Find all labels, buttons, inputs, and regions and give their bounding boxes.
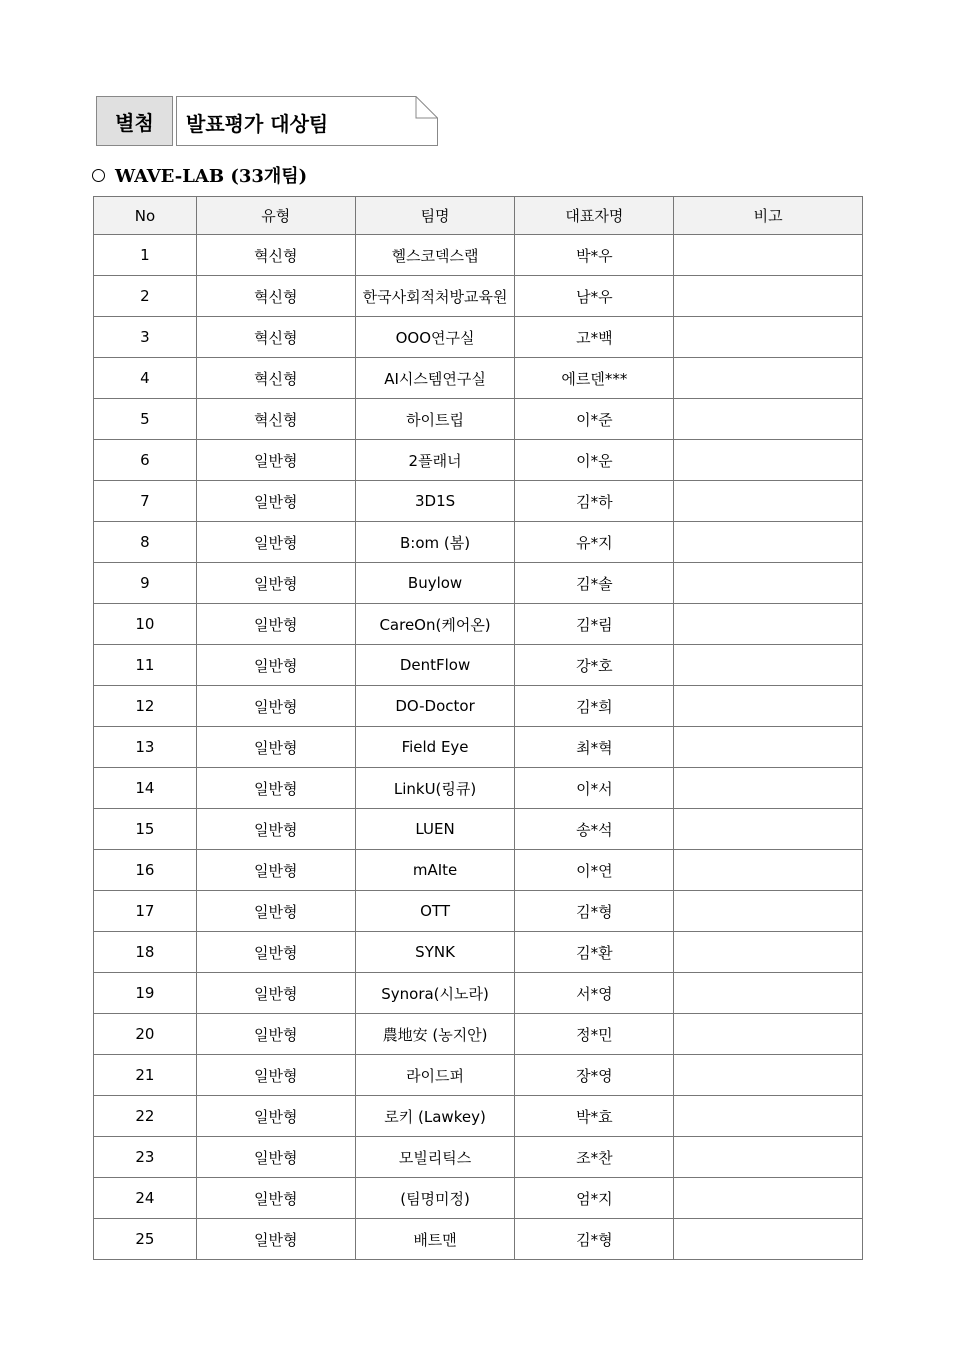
cell-remarks bbox=[674, 440, 863, 481]
table-row bbox=[94, 1178, 863, 1219]
table-row bbox=[94, 358, 863, 399]
table-row bbox=[94, 850, 863, 891]
cell-representative: 김*환 bbox=[515, 932, 674, 973]
cell-no: 12 bbox=[94, 686, 197, 727]
table-row bbox=[94, 481, 863, 522]
cell-no: 16 bbox=[94, 850, 197, 891]
cell-type: 일반형 bbox=[196, 481, 355, 522]
table-row bbox=[94, 809, 863, 850]
cell-team-name: mAIte bbox=[355, 850, 515, 891]
cell-team-name: 헬스코덱스랩 bbox=[355, 235, 515, 276]
cell-team-name: 한국사회적처방교육원 bbox=[355, 276, 515, 317]
cell-type: 일반형 bbox=[196, 522, 355, 563]
cell-no: 7 bbox=[94, 481, 197, 522]
cell-no: 9 bbox=[94, 563, 197, 604]
cell-no: 20 bbox=[94, 1014, 197, 1055]
cell-representative: 엄*지 bbox=[515, 1178, 674, 1219]
cell-representative: 서*영 bbox=[515, 973, 674, 1014]
cell-no: 22 bbox=[94, 1096, 197, 1137]
cell-no: 3 bbox=[94, 317, 197, 358]
cell-type: 일반형 bbox=[196, 850, 355, 891]
table-body bbox=[94, 235, 863, 1260]
cell-representative: 김*하 bbox=[515, 481, 674, 522]
table-row bbox=[94, 1137, 863, 1178]
cell-remarks bbox=[674, 1178, 863, 1219]
cell-team-name: 모빌리틱스 bbox=[355, 1137, 515, 1178]
cell-type: 일반형 bbox=[196, 1219, 355, 1260]
cell-type: 일반형 bbox=[196, 727, 355, 768]
cell-no: 2 bbox=[94, 276, 197, 317]
cell-remarks bbox=[674, 1014, 863, 1055]
cell-team-name: 2플래너 bbox=[355, 440, 515, 481]
cell-type: 일반형 bbox=[196, 973, 355, 1014]
section-heading-text: WAVE-LAB (33개팀) bbox=[115, 166, 308, 187]
attachment-badge-label: 별첨 bbox=[115, 110, 154, 135]
cell-type: 일반형 bbox=[196, 1096, 355, 1137]
cell-remarks bbox=[674, 604, 863, 645]
cell-no: 21 bbox=[94, 1055, 197, 1096]
cell-representative: 이*운 bbox=[515, 440, 674, 481]
cell-remarks bbox=[674, 686, 863, 727]
cell-team-name: LUEN bbox=[355, 809, 515, 850]
table-row bbox=[94, 686, 863, 727]
cell-type: 일반형 bbox=[196, 809, 355, 850]
cell-representative: 이*서 bbox=[515, 768, 674, 809]
column-header-remarks: 비고 bbox=[674, 197, 863, 235]
table-row bbox=[94, 604, 863, 645]
table-row bbox=[94, 768, 863, 809]
cell-representative: 송*석 bbox=[515, 809, 674, 850]
column-header-type: 유형 bbox=[196, 197, 355, 235]
table-row bbox=[94, 645, 863, 686]
cell-no: 11 bbox=[94, 645, 197, 686]
cell-team-name: DO-Doctor bbox=[355, 686, 515, 727]
cell-remarks bbox=[674, 809, 863, 850]
table-row bbox=[94, 932, 863, 973]
cell-representative: 김*솔 bbox=[515, 563, 674, 604]
cell-type: 일반형 bbox=[196, 1137, 355, 1178]
table-row bbox=[94, 891, 863, 932]
cell-team-name: (팀명미정) bbox=[355, 1178, 515, 1219]
cell-representative: 이*준 bbox=[515, 399, 674, 440]
cell-team-name: 배트맨 bbox=[355, 1219, 515, 1260]
table-row bbox=[94, 563, 863, 604]
cell-type: 일반형 bbox=[196, 440, 355, 481]
cell-representative: 최*혁 bbox=[515, 727, 674, 768]
column-header-team: 팀명 bbox=[355, 197, 515, 235]
cell-type: 혁신형 bbox=[196, 399, 355, 440]
cell-no: 19 bbox=[94, 973, 197, 1014]
cell-no: 23 bbox=[94, 1137, 197, 1178]
cell-representative: 이*연 bbox=[515, 850, 674, 891]
cell-type: 혁신형 bbox=[196, 276, 355, 317]
cell-team-name: 라이드퍼 bbox=[355, 1055, 515, 1096]
cell-remarks bbox=[674, 727, 863, 768]
cell-remarks bbox=[674, 235, 863, 276]
cell-remarks bbox=[674, 522, 863, 563]
table-row bbox=[94, 522, 863, 563]
table-row bbox=[94, 727, 863, 768]
cell-no: 6 bbox=[94, 440, 197, 481]
cell-representative: 조*찬 bbox=[515, 1137, 674, 1178]
cell-no: 1 bbox=[94, 235, 197, 276]
column-header-no: No bbox=[94, 197, 197, 235]
cell-type: 일반형 bbox=[196, 1055, 355, 1096]
cell-no: 13 bbox=[94, 727, 197, 768]
cell-representative: 에르덴*** bbox=[515, 358, 674, 399]
cell-no: 4 bbox=[94, 358, 197, 399]
cell-team-name: OOO연구실 bbox=[355, 317, 515, 358]
cell-remarks bbox=[674, 850, 863, 891]
document-title: 발표평가 대상팀 bbox=[186, 112, 329, 136]
cell-type: 혁신형 bbox=[196, 235, 355, 276]
cell-remarks bbox=[674, 399, 863, 440]
cell-team-name: OTT bbox=[355, 891, 515, 932]
table-row bbox=[94, 1055, 863, 1096]
table-row bbox=[94, 235, 863, 276]
cell-type: 일반형 bbox=[196, 768, 355, 809]
cell-representative: 정*민 bbox=[515, 1014, 674, 1055]
cell-team-name: Buylow bbox=[355, 563, 515, 604]
cell-no: 25 bbox=[94, 1219, 197, 1260]
cell-team-name: 農地安 (농지안) bbox=[355, 1014, 515, 1055]
cell-remarks bbox=[674, 932, 863, 973]
cell-no: 15 bbox=[94, 809, 197, 850]
table-row bbox=[94, 973, 863, 1014]
table-header-row bbox=[94, 197, 863, 235]
cell-remarks bbox=[674, 317, 863, 358]
cell-no: 18 bbox=[94, 932, 197, 973]
cell-remarks bbox=[674, 1096, 863, 1137]
cell-team-name: DentFlow bbox=[355, 645, 515, 686]
cell-no: 5 bbox=[94, 399, 197, 440]
cell-team-name: Synora(시노라) bbox=[355, 973, 515, 1014]
cell-team-name: CareOn(케어온) bbox=[355, 604, 515, 645]
cell-remarks bbox=[674, 276, 863, 317]
cell-type: 일반형 bbox=[196, 891, 355, 932]
cell-type: 혁신형 bbox=[196, 317, 355, 358]
cell-representative: 박*효 bbox=[515, 1096, 674, 1137]
cell-remarks bbox=[674, 481, 863, 522]
cell-team-name: LinkU(링큐) bbox=[355, 768, 515, 809]
table-row bbox=[94, 399, 863, 440]
cell-representative: 유*지 bbox=[515, 522, 674, 563]
team-table bbox=[93, 196, 863, 1260]
cell-type: 일반형 bbox=[196, 932, 355, 973]
cell-team-name: 하이트립 bbox=[355, 399, 515, 440]
cell-team-name: SYNK bbox=[355, 932, 515, 973]
cell-remarks bbox=[674, 891, 863, 932]
cell-team-name: AI시스템연구실 bbox=[355, 358, 515, 399]
cell-type: 혁신형 bbox=[196, 358, 355, 399]
cell-remarks bbox=[674, 645, 863, 686]
cell-representative: 고*백 bbox=[515, 317, 674, 358]
cell-representative: 장*영 bbox=[515, 1055, 674, 1096]
cell-remarks bbox=[674, 1219, 863, 1260]
cell-remarks bbox=[674, 973, 863, 1014]
cell-remarks bbox=[674, 563, 863, 604]
cell-representative: 김*형 bbox=[515, 891, 674, 932]
cell-team-name: Field Eye bbox=[355, 727, 515, 768]
cell-type: 일반형 bbox=[196, 686, 355, 727]
attachment-badge bbox=[96, 96, 173, 146]
cell-type: 일반형 bbox=[196, 1014, 355, 1055]
table-row bbox=[94, 1096, 863, 1137]
cell-remarks bbox=[674, 1055, 863, 1096]
cell-representative: 남*우 bbox=[515, 276, 674, 317]
cell-type: 일반형 bbox=[196, 645, 355, 686]
document-title-box bbox=[176, 96, 438, 146]
cell-representative: 박*우 bbox=[515, 235, 674, 276]
table-row bbox=[94, 1014, 863, 1055]
cell-representative: 강*호 bbox=[515, 645, 674, 686]
cell-team-name: 로키 (Lawkey) bbox=[355, 1096, 515, 1137]
cell-no: 24 bbox=[94, 1178, 197, 1219]
circle-bullet-icon bbox=[92, 169, 105, 182]
table-row bbox=[94, 276, 863, 317]
cell-remarks bbox=[674, 768, 863, 809]
column-header-representative: 대표자명 bbox=[515, 197, 674, 235]
cell-remarks bbox=[674, 358, 863, 399]
cell-no: 17 bbox=[94, 891, 197, 932]
cell-type: 일반형 bbox=[196, 1178, 355, 1219]
table-row bbox=[94, 317, 863, 358]
cell-representative: 김*형 bbox=[515, 1219, 674, 1260]
table-row bbox=[94, 440, 863, 481]
cell-no: 10 bbox=[94, 604, 197, 645]
cell-type: 일반형 bbox=[196, 563, 355, 604]
table-row bbox=[94, 1219, 863, 1260]
cell-team-name: 3D1S bbox=[355, 481, 515, 522]
cell-no: 8 bbox=[94, 522, 197, 563]
cell-type: 일반형 bbox=[196, 604, 355, 645]
cell-no: 14 bbox=[94, 768, 197, 809]
cell-team-name: B:om (봄) bbox=[355, 522, 515, 563]
cell-remarks bbox=[674, 1137, 863, 1178]
section-heading bbox=[92, 162, 307, 188]
cell-representative: 김*희 bbox=[515, 686, 674, 727]
cell-representative: 김*림 bbox=[515, 604, 674, 645]
